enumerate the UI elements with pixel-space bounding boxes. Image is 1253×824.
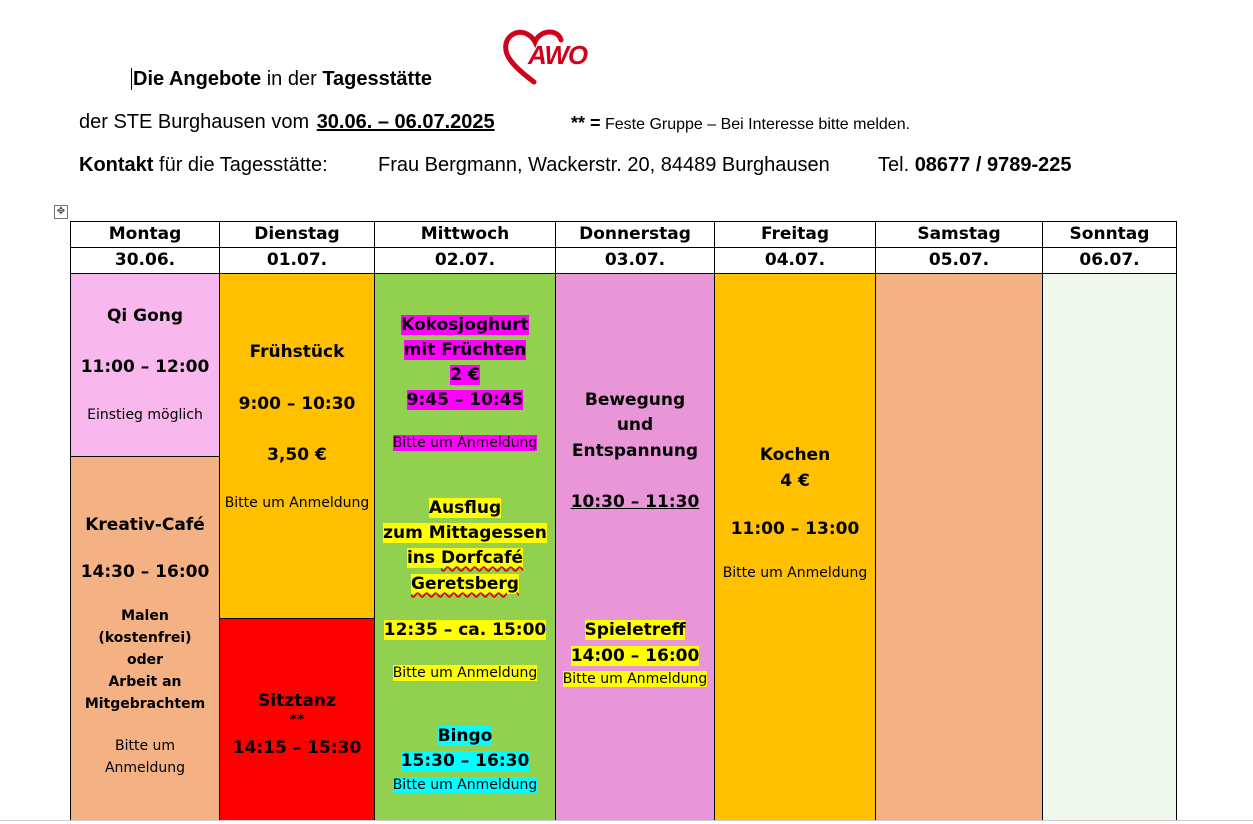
k-note: Bitte um Anmeldung	[722, 565, 868, 581]
k-title: Kochen	[759, 445, 831, 465]
k-time: 11:00 – 13:00	[730, 519, 860, 539]
sitz-time: 14:15 – 15:30	[232, 738, 362, 758]
thursday-cell	[556, 274, 715, 821]
heading-in-der: in der	[261, 68, 323, 90]
text-cursor	[131, 68, 132, 90]
day-name-friday: Freitag	[715, 222, 876, 248]
day-name-wednesday: Mittwoch	[375, 222, 556, 248]
cafe-title: Kreativ-Café	[85, 515, 205, 535]
qigong-block	[71, 274, 219, 457]
heading-contact	[79, 154, 328, 177]
day-date-monday: 30.06.	[71, 248, 220, 274]
af-l2: zum Mittagessen	[383, 523, 547, 543]
bw-l2: und	[616, 415, 654, 435]
day-name-tuesday: Dienstag	[220, 222, 375, 248]
sp-note: Bitte um Anmeldung	[562, 671, 708, 687]
fruehstueck-block	[220, 274, 374, 619]
fr-price: 3,50 €	[267, 445, 327, 465]
af-l3b: Dorfcafé	[440, 548, 523, 568]
fr-title: Frühstück	[249, 342, 345, 362]
cafe-l3: oder	[126, 652, 164, 668]
sunday-cell	[1043, 274, 1177, 821]
schedule-table	[70, 221, 1177, 821]
af-l1: Ausflug	[428, 498, 502, 518]
kj-l2: mit Früchten	[403, 340, 527, 360]
kj-note: Bitte um Anmeldung	[392, 435, 538, 451]
contact-label: Kontakt	[79, 154, 154, 176]
heading-tagesstaette: Tagesstätte	[322, 68, 432, 90]
af-l3	[407, 548, 523, 568]
bingo-note: Bitte um Anmeldung	[392, 777, 538, 793]
cafe-note1: Bitte um	[114, 738, 176, 754]
bingo-time: 15:30 – 16:30	[400, 751, 530, 771]
day-name-thursday: Donnerstag	[556, 222, 715, 248]
note-stars: ** =	[571, 113, 601, 133]
page-bottom-edge	[0, 820, 1253, 821]
bw-time: 10:30 – 11:30	[570, 492, 700, 512]
day-date-tuesday: 01.07.	[220, 248, 375, 274]
cafe-l2: (kostenfrei)	[98, 630, 192, 646]
kj-price: 2 €	[450, 365, 480, 385]
day-date-thursday: 03.07.	[556, 248, 715, 274]
cafe-l4: Arbeit an	[108, 674, 182, 690]
af-time: 12:35 – ca. 15:00	[383, 620, 547, 640]
note-text: Feste Gruppe – Bei Interesse bitte melden.	[604, 116, 911, 133]
monday-cell	[71, 274, 220, 821]
friday-cell	[715, 274, 876, 821]
k-price: 4 €	[780, 471, 810, 491]
qigong-time: 11:00 – 12:00	[80, 357, 210, 377]
af-l4: Geretsberg	[411, 574, 519, 594]
day-name-monday: Montag	[71, 222, 220, 248]
heading-angebote: Die Angebote	[133, 68, 262, 90]
af-note: Bitte um Anmeldung	[392, 665, 538, 681]
sitztanz-block	[220, 619, 374, 820]
fr-time: 9:00 – 10:30	[238, 394, 356, 414]
awo-logo-text: AWO	[528, 40, 588, 70]
qigong-title: Qi Gong	[106, 306, 184, 326]
heading-line2	[79, 111, 495, 134]
qigong-note: Einstieg möglich	[87, 407, 203, 423]
kj-time: 9:45 – 10:45	[406, 390, 524, 410]
sitz-title: Sitztanz	[258, 691, 336, 711]
day-names-row	[71, 222, 1177, 248]
tel-number: 08677 / 9789-225	[914, 154, 1072, 176]
day-dates-row	[71, 248, 1177, 274]
cafe-l5: Mitgebrachtem	[84, 696, 206, 712]
contact-address: Frau Bergmann, Wackerstr. 20, 84489 Burghausen	[378, 154, 830, 176]
day-name-saturday: Samstag	[876, 222, 1043, 248]
day-name-sunday: Sonntag	[1043, 222, 1177, 248]
fr-note: Bitte um Anmeldung	[224, 495, 370, 511]
heading-ste: der STE Burghausen vom	[79, 111, 315, 133]
day-date-wednesday: 02.07.	[375, 248, 556, 274]
heading-dates: 30.06. – 06.07.2025	[316, 111, 495, 133]
wednesday-cell	[375, 274, 556, 821]
cafe-time: 14:30 – 16:00	[80, 562, 210, 582]
bw-l3: Entspannung	[571, 441, 699, 461]
saturday-cell	[876, 274, 1043, 821]
heading-line1	[133, 68, 432, 91]
heading-note	[571, 113, 910, 134]
kj-l1: Kokosjoghurt	[401, 315, 529, 335]
contact-phone	[878, 154, 1072, 177]
table-move-handle[interactable]: ✥	[54, 205, 68, 219]
day-date-saturday: 05.07.	[876, 248, 1043, 274]
day-date-sunday: 06.07.	[1043, 248, 1177, 274]
sitz-stars: **	[289, 712, 305, 728]
activities-row	[71, 274, 1177, 821]
sp-title: Spieletreff	[584, 620, 686, 640]
contact-rest: für die Tagesstätte:	[153, 154, 328, 176]
kreativ-cafe-block	[71, 457, 219, 820]
bingo-title: Bingo	[437, 726, 493, 746]
af-l3a: ins	[406, 548, 441, 568]
day-date-friday: 04.07.	[715, 248, 876, 274]
sp-time: 14:00 – 16:00	[570, 646, 700, 666]
cafe-l1: Malen	[121, 608, 169, 624]
bw-l1: Bewegung	[584, 390, 686, 410]
tel-label: Tel.	[878, 154, 915, 176]
tuesday-cell	[220, 274, 375, 821]
cafe-note2: Anmeldung	[104, 760, 186, 776]
